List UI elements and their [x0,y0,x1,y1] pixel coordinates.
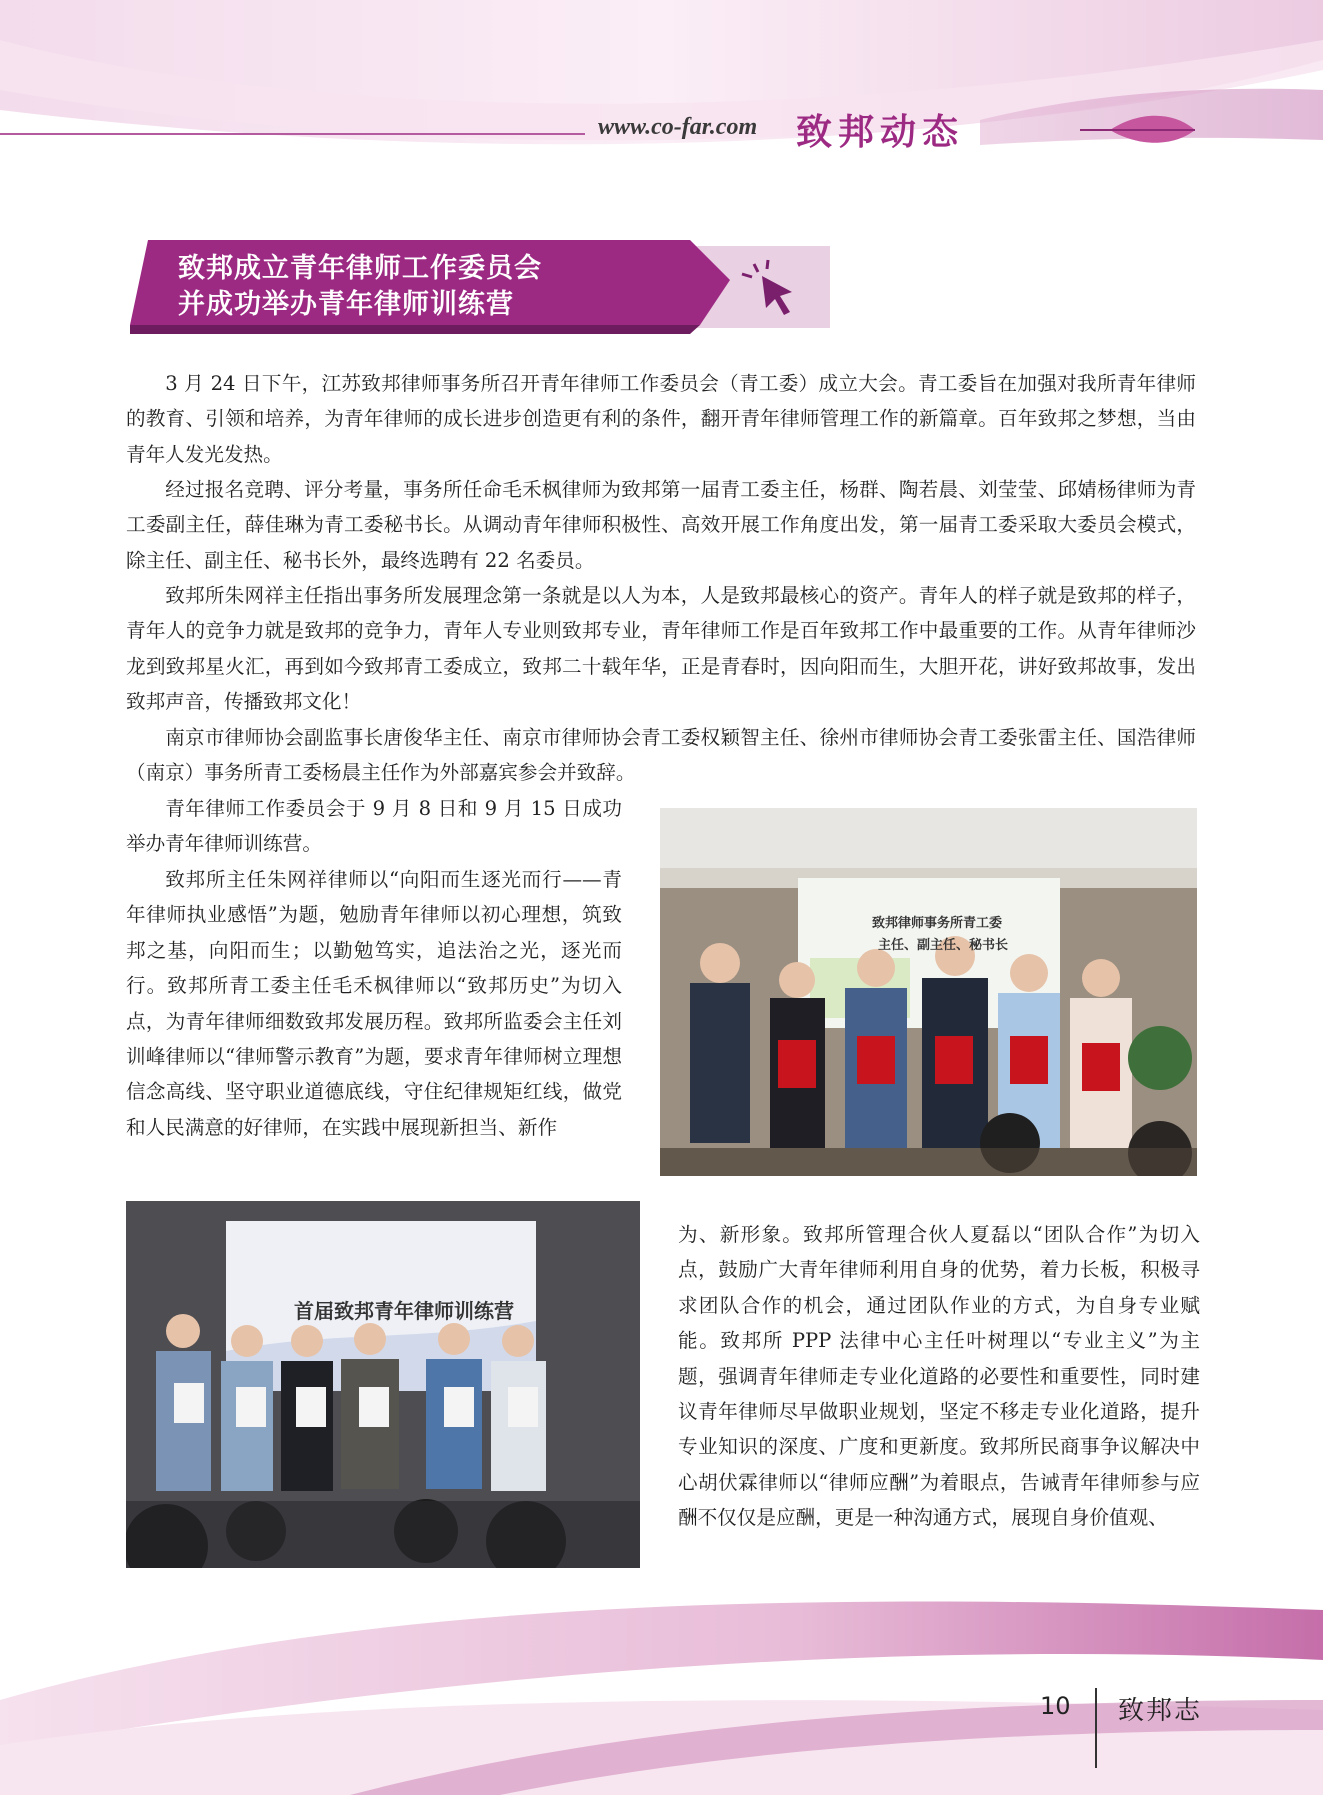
article-title-line1: 致邦成立青年律师工作委员会 [178,253,542,284]
site-url: www.co-far.com [598,114,758,140]
paragraph-7: 为、新形象。致邦所管理合伙人夏磊以“团队合作”为切入点，鼓励广大青年律师利用自身的优势，着力长板，积极寻求团队合作的机会，通过团队作业的方式，为自身专业赋能。致邦所 PPP 法律中心主任叶树理以“专业主义”为主题，强调青年律师走专业化道路的必要性和重要性，同时建议青年律师尽早做职业规划，坚定不移走专业化道路，提升专业知识的深度、广度和更新度。致邦所民商事争议解决中心胡伏霖律师以“律师应酬”为着眼点，告诫青年律师参与应酬不仅仅是应酬，更是一种沟通方式，展现自身价值观、 [678,1223,1200,1530]
photo1-screen-line2: 主任、副主任、秘书长 [878,938,1009,953]
article-title-line2: 并成功举办青年律师训练营 [178,289,514,320]
paragraph-5: 青年律师工作委员会于 9 月 8 日和 9 月 15 日成功举办青年律师训练营。 [126,797,622,856]
footer-decoration [0,1580,1323,1795]
paragraph-4: 南京市律师协会副监事长唐俊华主任、南京市律师协会青工委权颖智主任、徐州市律师协会青工委张雷主任、国浩律师（南京）事务所青工委杨晨主任作为外部嘉宾参会并致辞。 [126,726,1196,785]
photo-committee-appointment [660,808,1197,1176]
photo-training-image [126,1201,640,1568]
photo1-screen-line1: 致邦律师事务所青工委 [872,916,1003,931]
page-number: 10 [1040,1692,1071,1720]
photo-committee-image [660,808,1197,1176]
photo-training-camp [126,1201,640,1568]
header-decoration [0,0,1323,190]
paragraph-2: 经过报名竞聘、评分考量，事务所任命毛禾枫律师为致邦第一届青工委主任，杨群、陶若晨、刘莹莹、邱婧杨律师为青工委副主任，薛佳琳为青工委秘书长。从调动青年律师积极性、高效开展工作角度出发，第一届青工委采取大委员会模式，除主任、副主任、秘书长外，最终选聘有 22 名委员。 [126,478,1196,572]
article-title-banner [130,240,830,340]
magazine-name: 致邦志 [1118,1696,1203,1726]
page-header [0,0,1323,190]
page-footer [0,1580,1323,1795]
footer-divider [1095,1688,1097,1768]
paragraph-3: 致邦所朱网祥主任指出事务所发展理念第一条就是以人为本，人是致邦最核心的资产。青年人的样子就是致邦的样子，青年人的竞争力就是致邦的竞争力，青年人专业则致邦专业，青年律师工作是百年致邦工作中最重要的工作。从青年律师沙龙到致邦星火汇，再到如今致邦青工委成立，致邦二十载年华，正是青春时，因向阳而生，大胆开花，讲好致邦故事，发出致邦声音，传播致邦文化！ [126,584,1196,714]
section-title: 致邦动态 [796,112,965,153]
paragraph-6: 致邦所主任朱网祥律师以“向阳而生逐光而行——青年律师执业感悟”为题，勉励青年律师以初心理想，筑致邦之基，向阳而生；以勤勉笃实，追法治之光，逐光而行。致邦所青工委主任毛禾枫律师以“致邦历史”为切入点，为青年律师细数致邦发展历程。致邦所监委会主任刘训峰律师以“律师警示教育”为题，要求青年律师树立理想信念高线、坚守职业道德底线，守住纪律规矩红线，做党和人民满意的好律师，在实践中展现新担当、新作 [126,868,622,1139]
photo2-screen-title: 首届致邦青年律师训练营 [294,1299,514,1323]
paragraph-1: 3 月 24 日下午，江苏致邦律师事务所召开青年律师工作委员会（青工委）成立大会。青工委旨在加强对我所青年律师的教育、引领和培养，为青年律师的成长进步创造更有利的条件，翻开青年律师管理工作的新篇章。百年致邦之梦想，当由青年人发光发热。 [126,372,1196,466]
